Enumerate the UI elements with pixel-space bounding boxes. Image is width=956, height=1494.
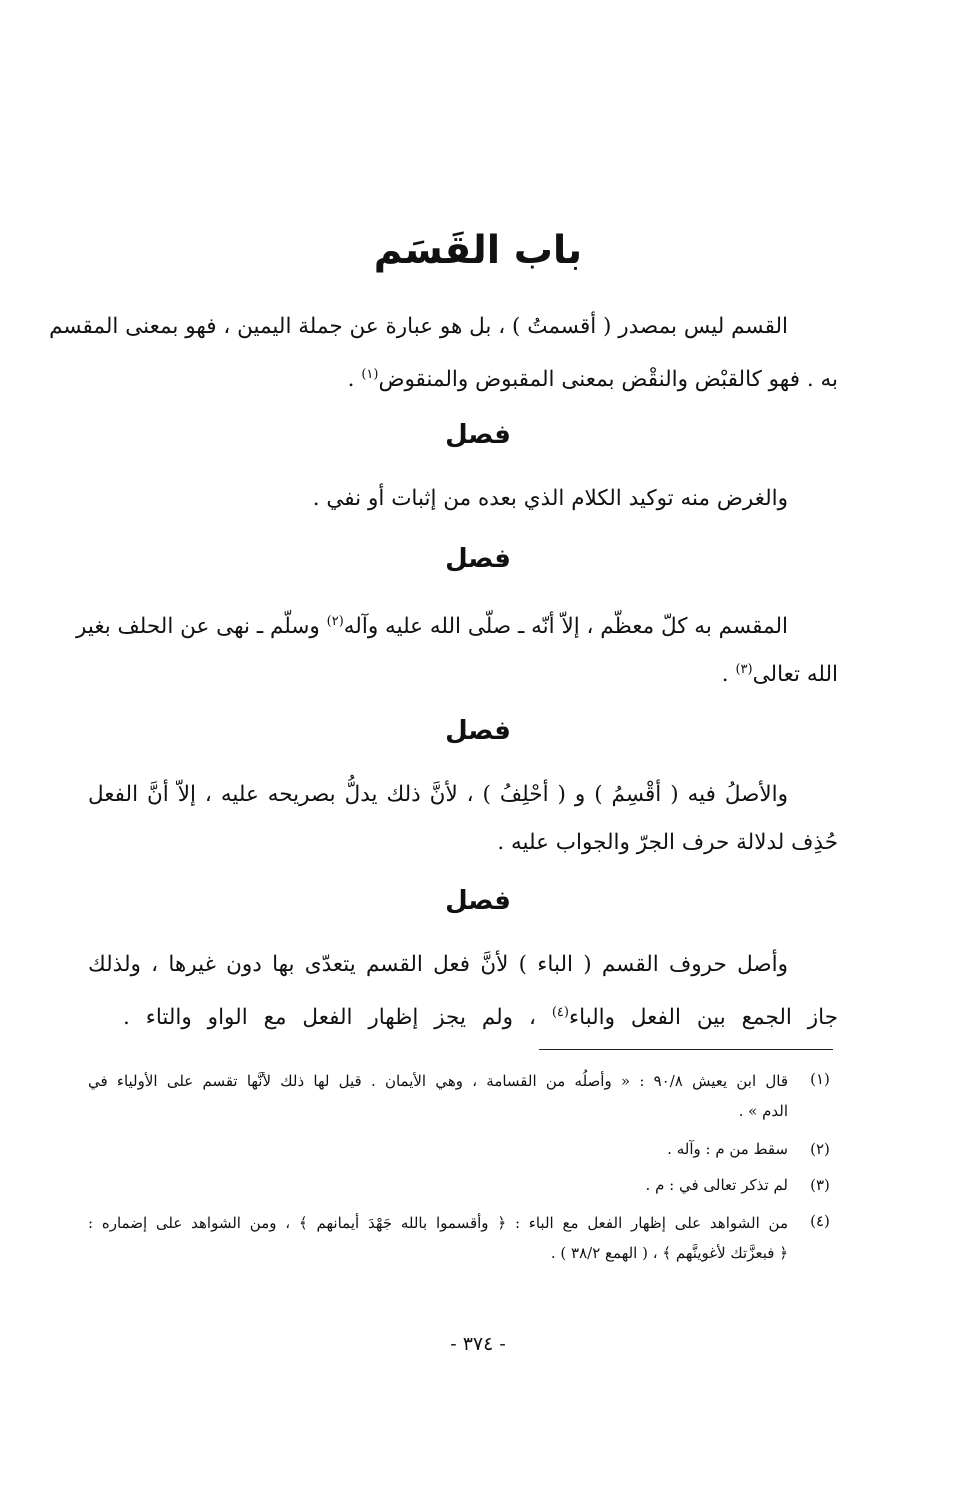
footnote-divider (539, 1049, 833, 1050)
body-line: وأصل حروف القسم ( الباء ) لأنَّ فعل القسم يتعدّى بها دون غيرها ، ولذلك (88, 952, 788, 977)
period: . (347, 367, 355, 393)
footnote-1-cont (0, 1102, 956, 1126)
body-line: والغرض منه توكيد الكلام الذي بعده من إثبات أو نفي . (312, 486, 788, 511)
body-text: الله تعالى (752, 662, 838, 688)
footnote-text: ﴿ فبعزَّتك لأغوينَّهم ﴾ ، ( الهمع ٣٨/٢ ) . (550, 1244, 788, 1262)
chapter-title: باب القَسَم (373, 228, 583, 273)
body-line: والأصلُ فيه ( أقْسِمُ ) و ( أحْلِفُ ) ، لأنَّ ذلك يدلُّ بصريحه عليه ، إلاّ أنَّ الفعل (88, 782, 788, 807)
page-number: - ٣٧٤ - (450, 1333, 506, 1355)
footnote-3 (0, 1176, 956, 1200)
footnote-number: (٤) (810, 1212, 830, 1230)
section-heading: فصل (445, 420, 511, 450)
footnote-2 (0, 1140, 956, 1164)
body-line (123, 998, 838, 1033)
body-line: القسم ليس بمصدر ( أقسمتُ ) ، بل هو عبارة عن جملة اليمين ، فهو بمعنى المقسم (49, 314, 788, 339)
section-heading: فصل (445, 716, 511, 746)
footnote-number: (١) (810, 1070, 830, 1088)
body-text: ، ولم يجز إظهار الفعل مع الواو والتاء . (123, 1005, 536, 1031)
footnote-text: من الشواهد على إظهار الفعل مع الباء : ﴿ وأقسموا بالله جَهْدَ أيمانهم ﴾ ، ومن الشواهد على إضماره : (88, 1214, 788, 1232)
footnote-text: قال ابن يعيش ٩٠/٨ : « وأصلُه من القسامة ، وهي الأيمان . قيل لها ذلك لأنَّها تقسم على الأولياء في (88, 1072, 789, 1090)
footnote-ref: (٢) (326, 614, 344, 629)
body-line (138, 655, 838, 690)
footnote-number: (٢) (810, 1140, 830, 1158)
body-line: حُذِف لدلالة حرف الجرّ والجواب عليه . (497, 830, 838, 855)
footnote-1 (0, 1070, 956, 1094)
footnote-number: (٣) (810, 1176, 830, 1194)
section-heading: فصل (445, 544, 511, 574)
footnote-4-cont (0, 1244, 956, 1268)
footnote-text: سقط من م : وآله . (667, 1140, 788, 1158)
footnote-ref: (٤) (551, 1005, 569, 1020)
body-line (76, 607, 788, 642)
period: . (721, 662, 729, 688)
footnote-ref: (١) (361, 367, 379, 382)
footnote-text: لم تذكر تعالى في : م . (645, 1176, 788, 1194)
footnote-text: الدم » . (738, 1102, 788, 1120)
body-text: جاز الجمع بين الفعل والباء (568, 1005, 838, 1031)
footnote-4 (0, 1212, 956, 1236)
section-heading: فصل (445, 886, 511, 916)
body-text: وسلّم ـ نهى عن الحلف بغير (76, 614, 320, 640)
footnote-ref: (٣) (735, 662, 753, 677)
body-text: به . فهو كالقبْض والنقْض بمعنى المقبوض والمنقوض (378, 367, 838, 393)
body-text: المقسم به كلّ معظّم ، إلاّ أنّه ـ صلّى الله عليه وآله (343, 614, 788, 640)
body-line (138, 360, 838, 395)
